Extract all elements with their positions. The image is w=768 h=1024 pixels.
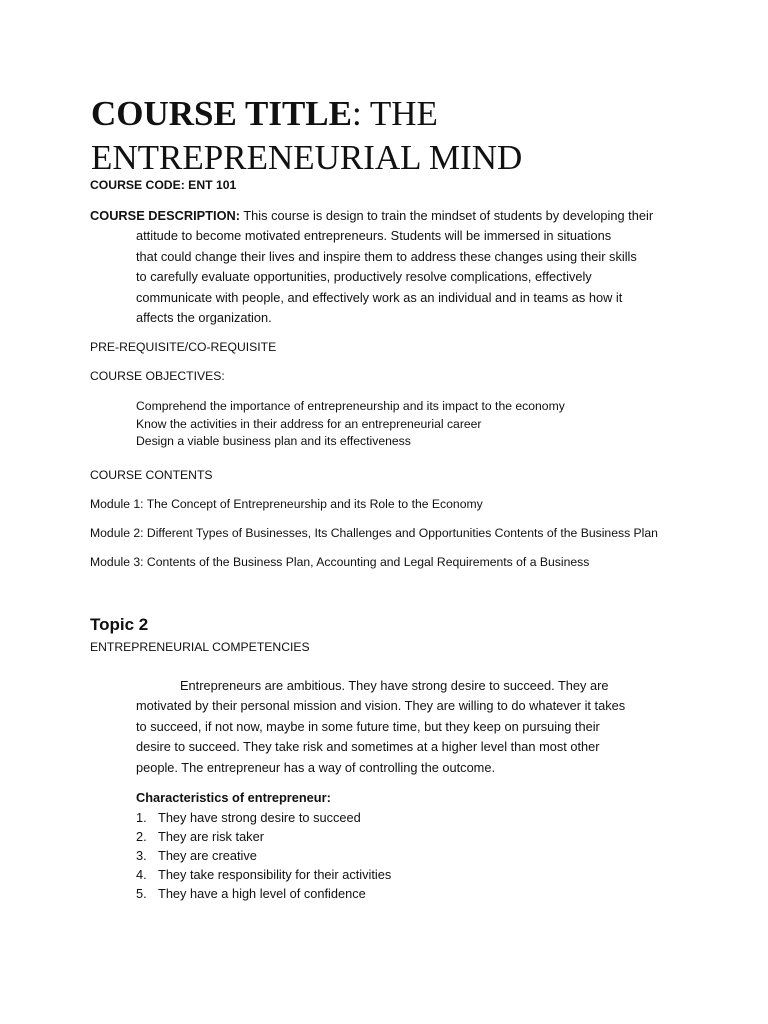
module-3: Module 3: Contents of the Business Plan, Accounting and Legal Requirements of a Business <box>90 555 590 569</box>
list-item: 3. They are creative <box>136 848 257 863</box>
list-item: 2. They are risk taker <box>136 829 264 844</box>
course-description <box>90 206 690 328</box>
course-title-label: COURSE TITLE <box>91 94 352 133</box>
description-line: affects the organization. <box>136 310 272 326</box>
objective-item: Comprehend the importance of entrepreneurship and its impact to the economy <box>136 399 565 413</box>
topic-heading: Topic 2 <box>90 615 149 634</box>
description-line: attitude to become motivated entrepreneurs. Students will be immersed in situations <box>136 228 612 244</box>
paragraph-line: Entrepreneurs are ambitious. They have strong desire to succeed. They are <box>180 678 609 693</box>
prerequisite: PRE-REQUISITE/CO-REQUISITE <box>90 340 277 354</box>
list-item: 1. They have strong desire to succeed <box>136 810 361 825</box>
module-2: Module 2: Different Types of Businesses, Its Challenges and Opportunities Contents of the Business Plan <box>90 526 658 540</box>
contents-label: COURSE CONTENTS <box>90 468 213 482</box>
objectives-list <box>136 398 565 451</box>
description-line: COURSE DESCRIPTION: This course is design to train the mindset of students by developing their <box>90 208 654 223</box>
characteristics-list <box>136 808 391 903</box>
paragraph-line: people. The entrepreneur has a way of controlling the outcome. <box>136 759 496 775</box>
paragraph-line: desire to succeed. They take risk and sometimes at a higher level than most other <box>136 739 600 755</box>
characteristics-heading: Characteristics of entrepreneur: <box>136 790 331 805</box>
topic-paragraph <box>136 676 625 778</box>
course-title-name: ENTREPRENEURIAL MIND <box>91 138 523 177</box>
description-label: COURSE DESCRIPTION: <box>90 208 241 223</box>
description-line: that could change their lives and inspire them to address these changes using their skills <box>136 248 637 264</box>
description-line: communicate with people, and effectively work as an individual and in teams as how it <box>136 289 623 305</box>
course-title <box>91 92 522 180</box>
course-code: COURSE CODE: ENT 101 <box>90 178 237 192</box>
module-1: Module 1: The Concept of Entrepreneurship and its Role to the Economy <box>90 497 483 511</box>
description-line: to carefully evaluate opportunities, productively resolve complications, effectively <box>136 269 592 285</box>
topic-subheading: ENTREPRENEURIAL COMPETENCIES <box>90 640 310 654</box>
list-item: 4. They take responsibility for their activities <box>136 867 392 882</box>
list-item: 5. They have a high level of confidence <box>136 886 366 901</box>
paragraph-line: motivated by their personal mission and vision. They are willing to do whatever it takes <box>136 698 626 714</box>
paragraph-line: to succeed, if not now, maybe in some future time, but they keep on pursuing their <box>136 718 600 734</box>
objective-item: Design a viable business plan and its effectiveness <box>136 434 411 448</box>
course-title-prefix: : THE <box>351 94 438 133</box>
objective-item: Know the activities in their address for an entrepreneurial career <box>136 416 482 431</box>
objectives-label: COURSE OBJECTIVES: <box>90 369 225 383</box>
